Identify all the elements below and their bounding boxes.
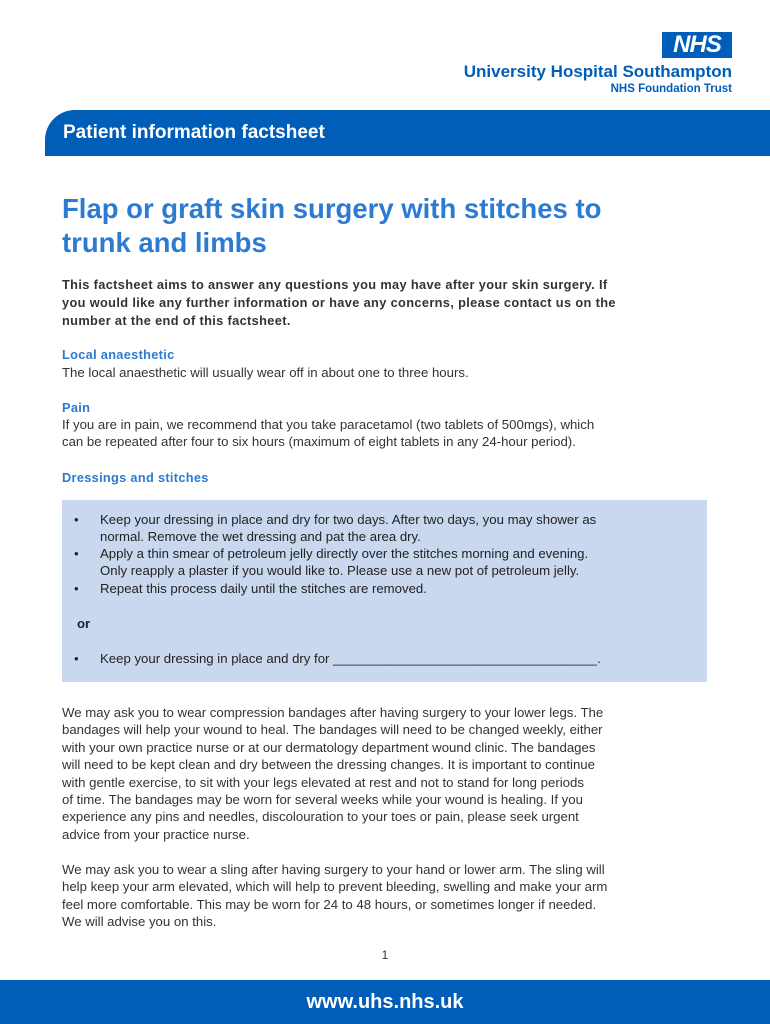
local-anaesthetic-heading: Local anaesthetic <box>62 347 175 362</box>
paragraph-line: feel more comfortable. This may be worn for 24 to 48 hours, or sometimes longer if needed. <box>62 896 597 912</box>
pain-line: If you are in pain, we recommend that you take paracetamol (two tablets of 500mgs), which <box>62 417 595 432</box>
local-anaesthetic-text: The local anaesthetic will usually wear off in about one to three hours. <box>62 365 469 380</box>
paragraph-line: We may ask you to wear a sling after having surgery to your hand or lower arm. The sling will <box>62 862 605 877</box>
title-line: trunk and limbs <box>62 227 267 258</box>
sling-paragraph <box>62 861 712 931</box>
footer-url-link[interactable]: www.uhs.nhs.uk <box>306 991 464 1013</box>
paragraph-line: advice from your practice nurse. <box>62 826 250 842</box>
bullet-item <box>100 511 700 546</box>
bullet-marker: • <box>74 512 79 527</box>
page-number: 1 <box>381 948 389 962</box>
bullet-line: normal. Remove the wet dressing and pat the area dry. <box>100 529 421 545</box>
bullet-line: Keep your dressing in place and dry for two days. After two days, you may shower as <box>100 512 597 527</box>
organisation-subtitle: NHS Foundation Trust <box>610 83 732 95</box>
nhs-logo: NHS <box>662 32 732 58</box>
pain-heading: Pain <box>62 400 91 415</box>
bullet-item <box>100 545 700 580</box>
bullet-line: Apply a thin smear of petroleum jelly directly over the stitches morning and evening. <box>100 546 589 561</box>
paragraph-line: experience any pins and needles, discolouration to your toes or pain, please seek urgent <box>62 809 579 825</box>
paragraph-line: of time. The bandages may be worn for several weeks while your wound is healing. If you <box>62 792 583 808</box>
intro-paragraph <box>62 276 712 330</box>
bullet-marker: • <box>74 651 79 666</box>
intro-line: This factsheet aims to answer any questions you may have after your skin surgery. If <box>62 277 608 292</box>
compression-bandage-paragraph <box>62 704 712 843</box>
bullet-item: Keep your dressing in place and dry for ____________________________________. <box>100 651 601 666</box>
footer-bar <box>0 980 770 1024</box>
paragraph-line: bandages will help your wound to heal. The bandages will need to be changed weekly, either <box>62 722 603 738</box>
bullet-line: Only reapply a plaster if you would like to. Please use a new pot of petroleum jelly. <box>100 563 580 579</box>
organisation-name: University Hospital Southampton <box>463 62 732 81</box>
title-line: Flap or graft skin surgery with stitches to <box>62 193 602 224</box>
bullet-item: Repeat this process daily until the stitches are removed. <box>100 581 427 596</box>
paragraph-line: We will advise you on this. <box>62 914 217 930</box>
paragraph-line: We may ask you to wear compression bandages after having surgery to your lower legs. The <box>62 705 604 720</box>
bullet-marker: • <box>74 581 79 596</box>
intro-line: number at the end of this factsheet. <box>62 313 291 328</box>
document-title <box>62 192 712 260</box>
dressings-heading: Dressings and stitches <box>62 470 209 485</box>
bullet-marker: • <box>74 546 79 561</box>
banner-title: Patient information factsheet <box>63 122 325 143</box>
paragraph-line: will need to be kept clean and dry between the dressing changes. It is important to continue <box>62 757 595 773</box>
or-label: or <box>77 616 91 631</box>
dressings-box <box>62 500 707 682</box>
paragraph-line: help keep your arm elevated, which will help to prevent bleeding, swelling and make your arm <box>62 879 608 895</box>
pain-line: can be repeated after four to six hours (maximum of eight tablets in any 24-hour period). <box>62 434 576 450</box>
paragraph-line: with gentle exercise, to sit with your legs elevated at rest and not to stand for long periods <box>62 774 584 790</box>
pain-text <box>62 416 712 451</box>
header-banner <box>45 110 770 156</box>
paragraph-line: with your own practice nurse or at our dermatology department wound clinic. The bandages <box>62 739 596 755</box>
intro-line: you would like any further information or have any concerns, please contact us on the <box>62 295 616 310</box>
